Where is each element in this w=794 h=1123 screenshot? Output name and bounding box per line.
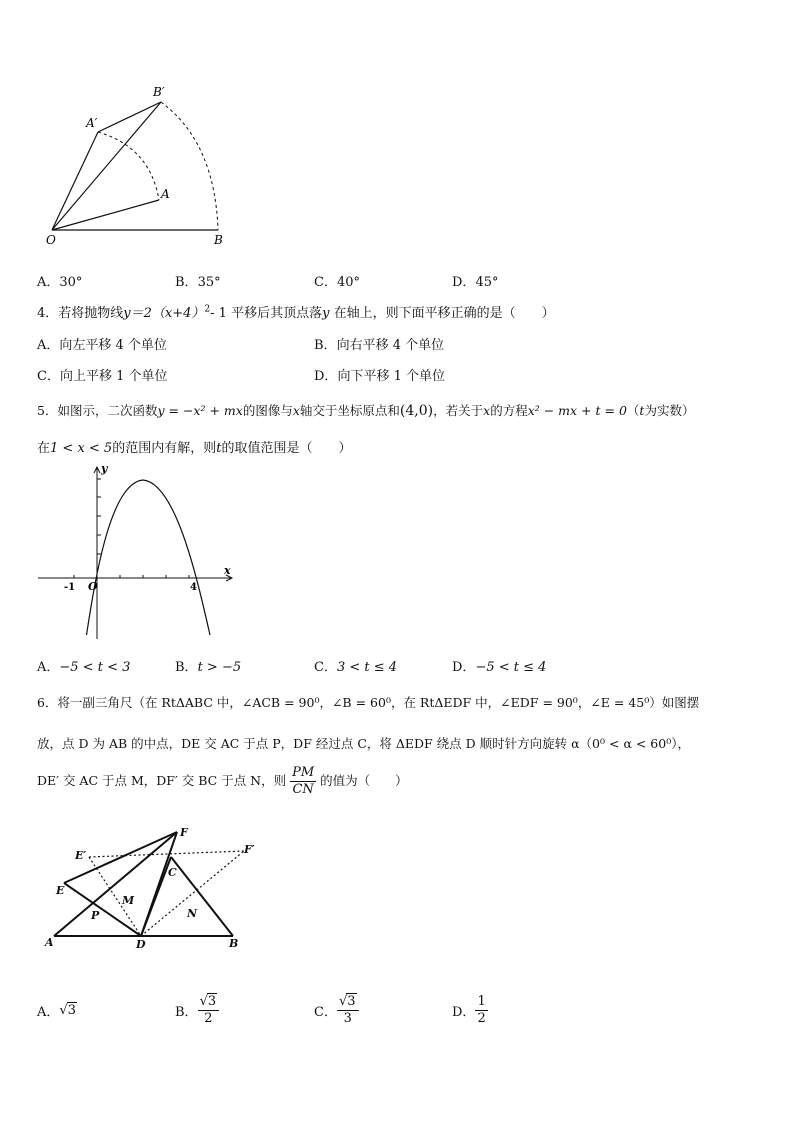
q5-option-d[interactable]: D．−5 < t ≤ 4 xyxy=(452,660,547,675)
rotation-figure xyxy=(40,82,240,252)
origin-label: O xyxy=(88,580,98,593)
axis-y-label: y xyxy=(101,463,108,475)
label-A-prime: A′ xyxy=(86,116,98,130)
q5-option-c[interactable]: C．3 < t ≤ 4 xyxy=(314,660,398,675)
label-A: A xyxy=(161,187,170,201)
label-M: M xyxy=(122,894,135,907)
q4-option-d[interactable]: D．向下平移 1 个单位 xyxy=(314,369,445,384)
label-D: D xyxy=(136,938,146,951)
q6-option-d[interactable]: D． $\frac{1}{2}$ xyxy=(452,993,486,1026)
q5-stem-line1: 5．如图示，二次函数y = −x² + mx的图像与x轴交于坐标原点和(4,0)，若关于x的方程x² − mx + t = 0（t为实数） xyxy=(37,403,695,419)
axis-x-label: x xyxy=(224,564,231,577)
label-F-prime: F′ xyxy=(244,843,255,856)
q6-option-b[interactable]: B． $\frac{√3}{2}$ xyxy=(175,985,219,1035)
label-F: F xyxy=(180,826,188,839)
label-O: O xyxy=(46,233,56,247)
q6-stem-line3: DE′ 交 AC 于点 M，DF′ 交 BC 于点 N，则 $\frac{PM}{CN}$ 的值为（ ） xyxy=(37,765,408,797)
q3-option-b[interactable]: B．35° xyxy=(175,275,221,290)
parabola-graph xyxy=(36,463,236,643)
q5-option-b[interactable]: B．t > −5 xyxy=(175,660,242,675)
q5-stem-line2: 在1 < x < 5的范围内有解，则t的取值范围是（ ） xyxy=(37,441,352,456)
q4-option-a[interactable]: A．向左平移 4 个单位 xyxy=(37,338,167,353)
q3-option-a[interactable]: A．30° xyxy=(37,275,83,290)
label-N: N xyxy=(187,907,198,920)
q6-option-c[interactable]: C． $\frac{√3}{3}$ xyxy=(314,985,359,1035)
label-P: P xyxy=(91,909,100,922)
label-B: B xyxy=(229,937,239,950)
q4-option-c[interactable]: C．向上平移 1 个单位 xyxy=(37,369,168,384)
q6-stem-line1: 6．将一副三角尺（在 RtΔABC 中，∠ACB = 90⁰，∠B = 60⁰，在 RtΔEDF 中，∠EDF = 90⁰，∠E = 45⁰）如图摆 xyxy=(37,695,700,710)
q4-stem: 4．若将抛物线$y=2(x+4)^2-$ 1 平移后其顶点落y 在轴上，则下面平移正确的是（ ） xyxy=(37,304,555,321)
label-E: E xyxy=(56,884,65,897)
q3-option-c[interactable]: C．40° xyxy=(314,275,360,290)
q4-option-b[interactable]: B．向右平移 4 个单位 xyxy=(314,338,445,353)
label-A: A xyxy=(45,936,54,949)
q6-option-a[interactable]: A． √ 3 xyxy=(37,1002,76,1020)
triangles-figure xyxy=(40,826,270,951)
ratio-fraction: $\frac{PM}{CN}$ xyxy=(292,765,315,797)
q6-stem-line2: 放，点 D 为 AB 的中点，DE 交 AC 于点 P，DF 经过点 C，将 ΔEDF 绕点 D 顺时针方向旋转 α（0⁰ < α < 60⁰）， xyxy=(37,736,690,751)
label-B: B xyxy=(214,233,223,247)
tick-4: 4 xyxy=(190,582,197,593)
label-C: C xyxy=(168,866,177,879)
q3-option-d[interactable]: D．45° xyxy=(452,275,499,290)
label-B-prime: B′ xyxy=(153,85,165,99)
tick-neg1: -1 xyxy=(64,582,76,593)
label-E-prime: E′ xyxy=(75,849,87,862)
q5-option-a[interactable]: A．−5 < t < 3 xyxy=(37,660,131,675)
